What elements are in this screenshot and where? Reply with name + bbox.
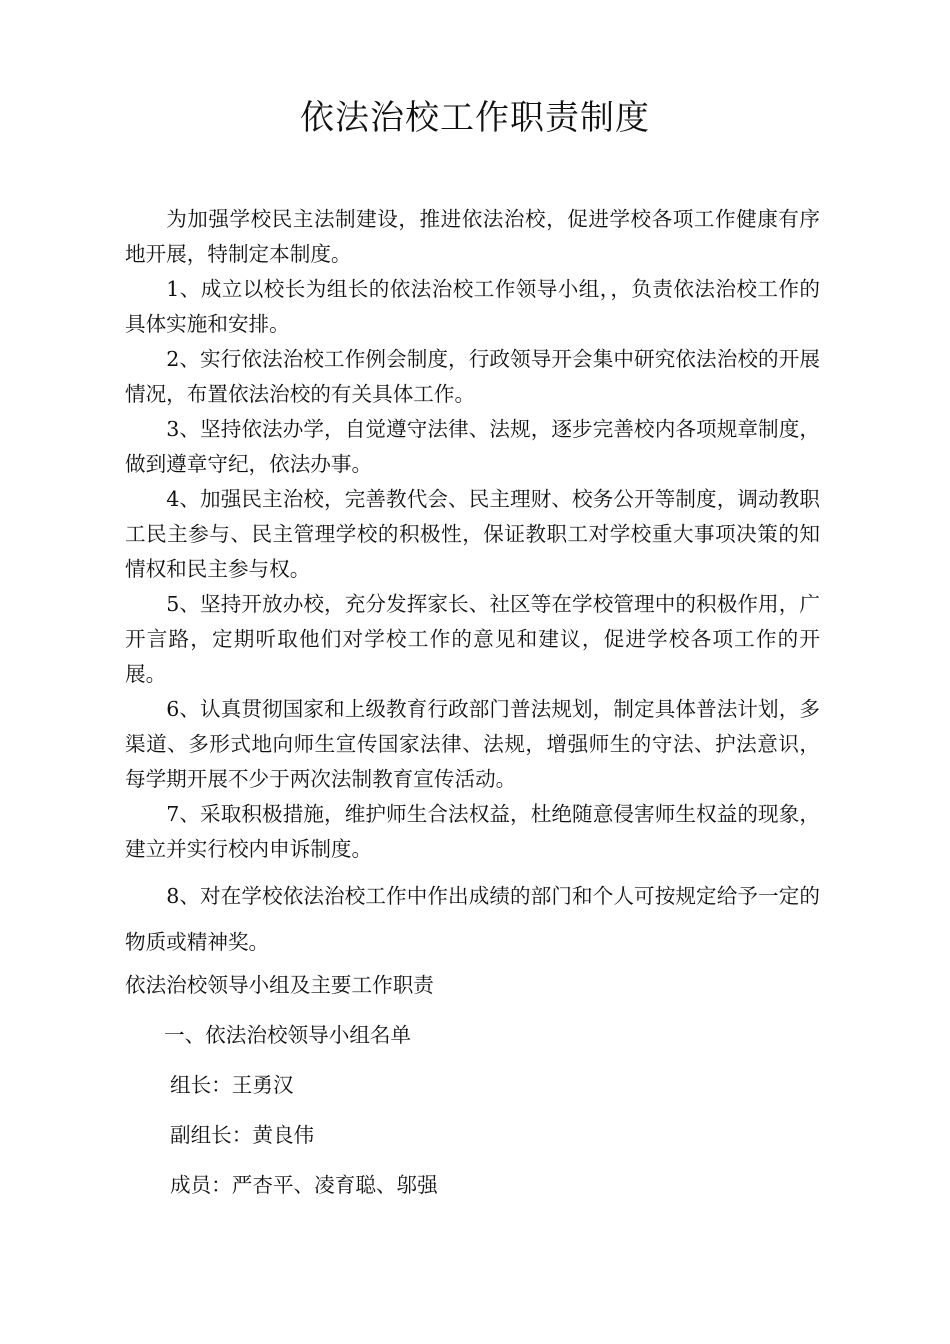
section-heading: 依法治校领导小组及主要工作职责: [125, 973, 434, 997]
subsection-heading: 一、依法治校领导小组名单: [164, 1023, 412, 1047]
deputy-leader-line: 副组长：黄良伟: [170, 1123, 315, 1147]
rule-paragraph-7: 7、采取积极措施，维护师生合法权益，杜绝随意侵害师生权益的现象，建立并实行校内申诉制度。: [125, 802, 820, 861]
rule-paragraph-4: 4、加强民主治校，完善教代会、民主理财、校务公开等制度，调动教职工民主参与、民主管理学校的积极性，保证教职工对学校重大事项决策的知情权和民主参与权。: [125, 487, 820, 581]
rule-paragraph-2: 2、实行依法治校工作例会制度，行政领导开会集中研究依法治校的开展情况，布置依法治校的有关具体工作。: [125, 347, 820, 406]
rule-paragraph-8: 8、对在学校依法治校工作中作出成绩的部门和个人可按规定给予一定的物质或精神奖。: [125, 884, 820, 954]
document-title: 依法治校工作职责制度: [300, 98, 650, 138]
rule-paragraph-1: 1、成立以校长为组长的依法治校工作领导小组，，负责依法治校工作的具体实施和安排。: [125, 277, 820, 336]
rule-paragraph-3: 3、坚持依法办学，自觉遵守法律、法规，逐步完善校内各项规章制度，做到遵章守纪，依法办事。: [125, 417, 820, 476]
rule-paragraph-5: 5、坚持开放办校，充分发挥家长、社区等在学校管理中的积极作用，广开言路，定期听取他们对学校工作的意见和建议，促进学校各项工作的开展。: [125, 592, 820, 686]
document-body: [125, 202, 820, 965]
leader-line: 组长：王勇汉: [170, 1073, 294, 1097]
intro-paragraph: 为加强学校民主法制建设，推进依法治校，促进学校各项工作健康有序地开展，特制定本制度。: [125, 207, 820, 266]
members-line: 成员：严杏平、凌育聪、邬强: [170, 1173, 438, 1197]
rule-paragraph-6: 6、认真贯彻国家和上级教育行政部门普法规划，制定具体普法计划，多渠道、多形式地向师生宣传国家法律、法规，增强师生的守法、护法意识，每学期开展不少于两次法制教育宣传活动。: [125, 697, 820, 791]
